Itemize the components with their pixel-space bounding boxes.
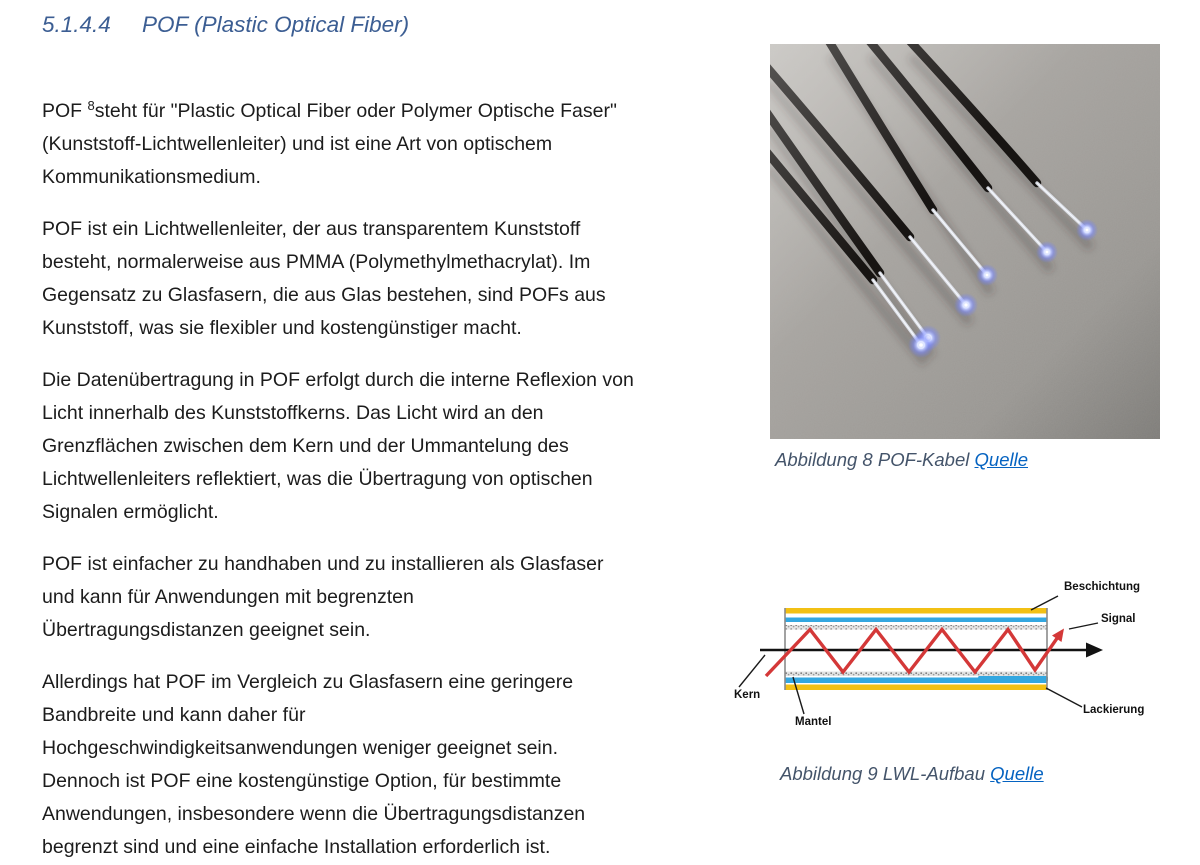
label-beschichtung: Beschichtung — [1064, 581, 1141, 593]
section-number: 5.1.4.4 — [42, 12, 111, 37]
paragraph: POF ist einfacher zu handhaben und zu installieren als Glasfaser und kann für Anwendungen mit begrenzten Übertragungsdistanzen geeignet sein. — [42, 553, 604, 641]
body-text — [42, 95, 757, 865]
footnote-ref: 8 — [87, 98, 95, 113]
label-lackierung: Lackierung — [1083, 704, 1145, 716]
label-mantel: Mantel — [795, 716, 832, 728]
label-kern: Kern — [734, 689, 761, 701]
lwl-diagram-svg — [720, 572, 1200, 757]
label-signal: Signal — [1101, 613, 1136, 625]
diagram-caption — [780, 763, 1044, 785]
buffer-top — [785, 618, 1047, 623]
coating-bottom — [785, 685, 1047, 691]
cladding-bottom — [785, 672, 1047, 677]
paragraph: Die Datenübertragung in POF erfolgt durch die interne Reflexion von Licht innerhalb des Kunststoffkerns. Das Licht wird an den Grenzflächen zwischen dem Kern und der Ummantelung des Lichtwellenleiters reflektiert, was die Übertragung von optischen Signalen ermöglicht. — [42, 369, 634, 523]
paragraph: POF $^8$steht für "Plastic Optical Fiber oder Polymer Optische Faser" (Kunststoff-Lichtwellenleiter) und ist eine Art von optischem Kommunikationsmedium. — [42, 98, 617, 188]
photo-source-link[interactable]: Quelle — [974, 449, 1028, 470]
paragraph: POF ist ein Lichtwellenleiter, der aus transparentem Kunststoff besteht, normalerweise aus PMMA (Polymethylmethacrylat). Im Gegensatz zu Glasfasern, die aus Glas bestehen, sind POFs aus Kunststoff, was sie flexibler und kostengünstiger macht. — [42, 218, 606, 339]
coating-top — [785, 608, 1047, 614]
signal-ray — [766, 630, 1060, 677]
diagram-caption-text: Abbildung 9 LWL-Aufbau — [780, 763, 991, 784]
section-heading — [42, 12, 409, 38]
photo-caption — [775, 449, 1028, 471]
pof-cable-photo-svg — [770, 44, 1160, 439]
diagram-source-link[interactable]: Quelle — [990, 763, 1044, 784]
section-title: POF (Plastic Optical Fiber) — [142, 12, 410, 37]
lwl-structure-diagram — [720, 572, 1200, 757]
pof-cable-photo — [770, 44, 1160, 439]
buffer-bottom-blob — [978, 675, 1048, 683]
photo-caption-text: Abbildung 8 POF-Kabel — [775, 449, 975, 470]
paragraph: Allerdings hat POF im Vergleich zu Glasfasern eine geringere Bandbreite und kann daher für Hochgeschwindigkeitsanwendungen weniger geeignet sein. Dennoch ist POF eine kostengünstige Option, für bestimmte Anwendungen, insbesondere wenn die Übertragungsdistanzen begrenzt sind und eine einfache Installation erforderlich ist. — [42, 671, 586, 858]
axis-arrowhead — [1086, 643, 1103, 658]
